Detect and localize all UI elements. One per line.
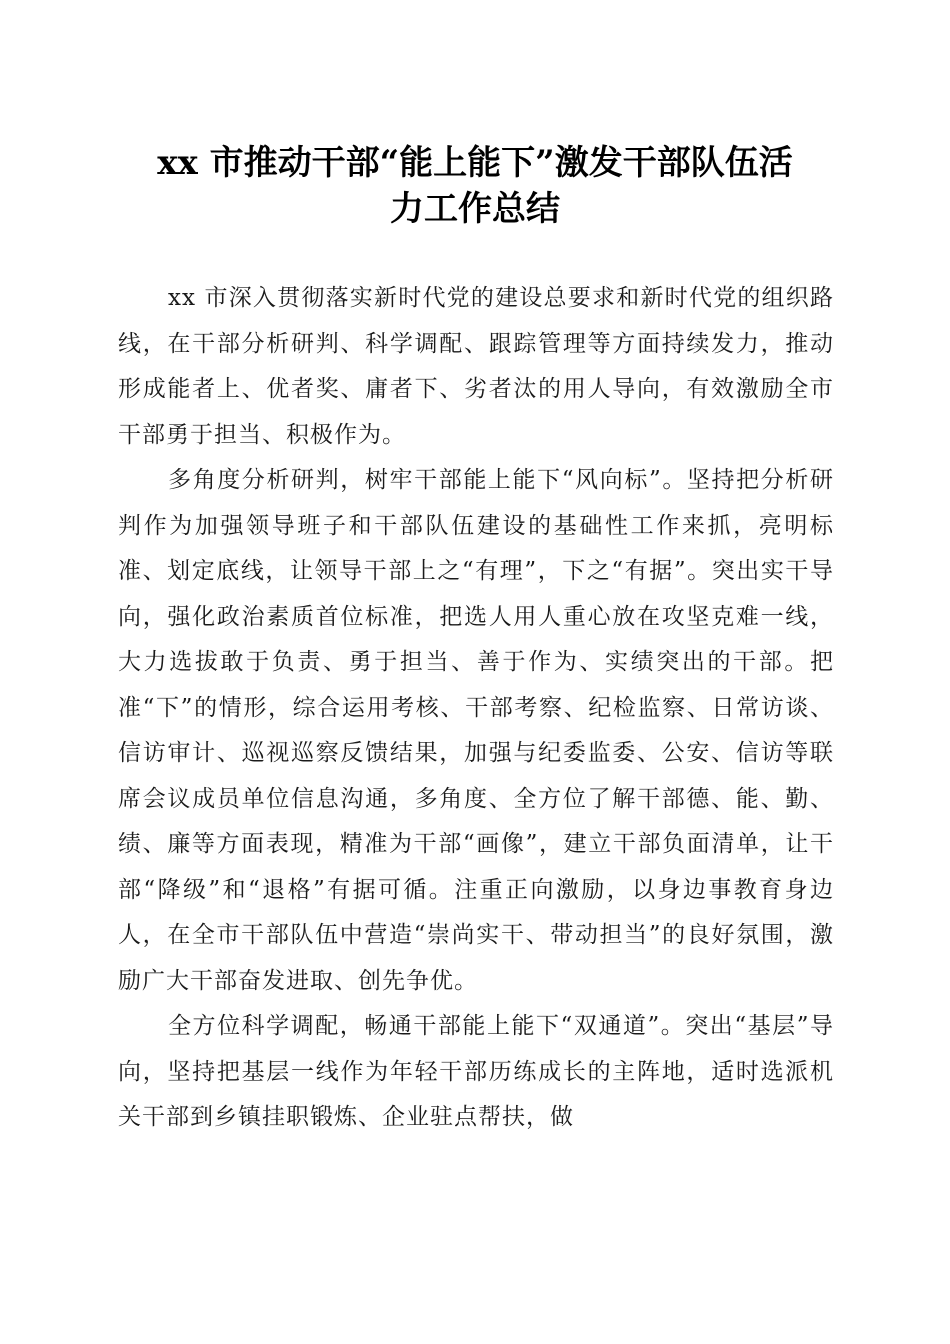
title-line-1: xx 市推动干部“能上能下”激发干部队伍活 — [157, 143, 793, 183]
paragraph-allocation: 全方位科学调配，畅通干部能上能下“双通道”。突出“基层”导向，坚持把基层一线作为年轻干部历练成长的主阵地，适时选派机关干部到乡镇挂职锻炼、企业驻点帮扶，做 — [118, 1013, 834, 1130]
title-line-2: 力工作总结 — [390, 189, 560, 229]
document-body — [118, 276, 834, 1141]
paragraph-intro: xx 市深入贯彻落实新时代党的建设总要求和新时代党的组织路线，在干部分析研判、科学调配、跟踪管理等方面持续发力，推动形成能者上、优者奖、庸者下、劣者汰的用人导向，有效激励全市干部勇于担当、积极作为。 — [118, 285, 834, 448]
paragraph-analysis: 多角度分析研判，树牢干部能上能下“风向标”。坚持把分析研判作为加强领导班子和干部队伍建设的基础性工作来抓，亮明标准、划定底线，让领导干部上之“有理”，下之“有据”。突出实干导向，强化政治素质首位标准，把选人用人重心放在攻坚克难一线，大力选拔敢于负责、勇于担当、善于作为、实绩突出的干部。把准“下”的情形，综合运用考核、干部考察、纪检监察、日常访谈、信访审计、巡视巡察反馈结果，加强与纪委监委、公安、信访等联席会议成员单位信息沟通，多角度、全方位了解干部德、能、勤、绩、廉等方面表现，精准为干部“画像”，建立干部负面清单，让干部“降级”和“退格”有据可循。注重正向激励，以身边事教育身边人，在全市干部队伍中营造“崇尚实干、带动担当”的良好氛围，激励广大干部奋发进取、创先争优。 — [118, 467, 834, 994]
document-title — [100, 140, 850, 232]
